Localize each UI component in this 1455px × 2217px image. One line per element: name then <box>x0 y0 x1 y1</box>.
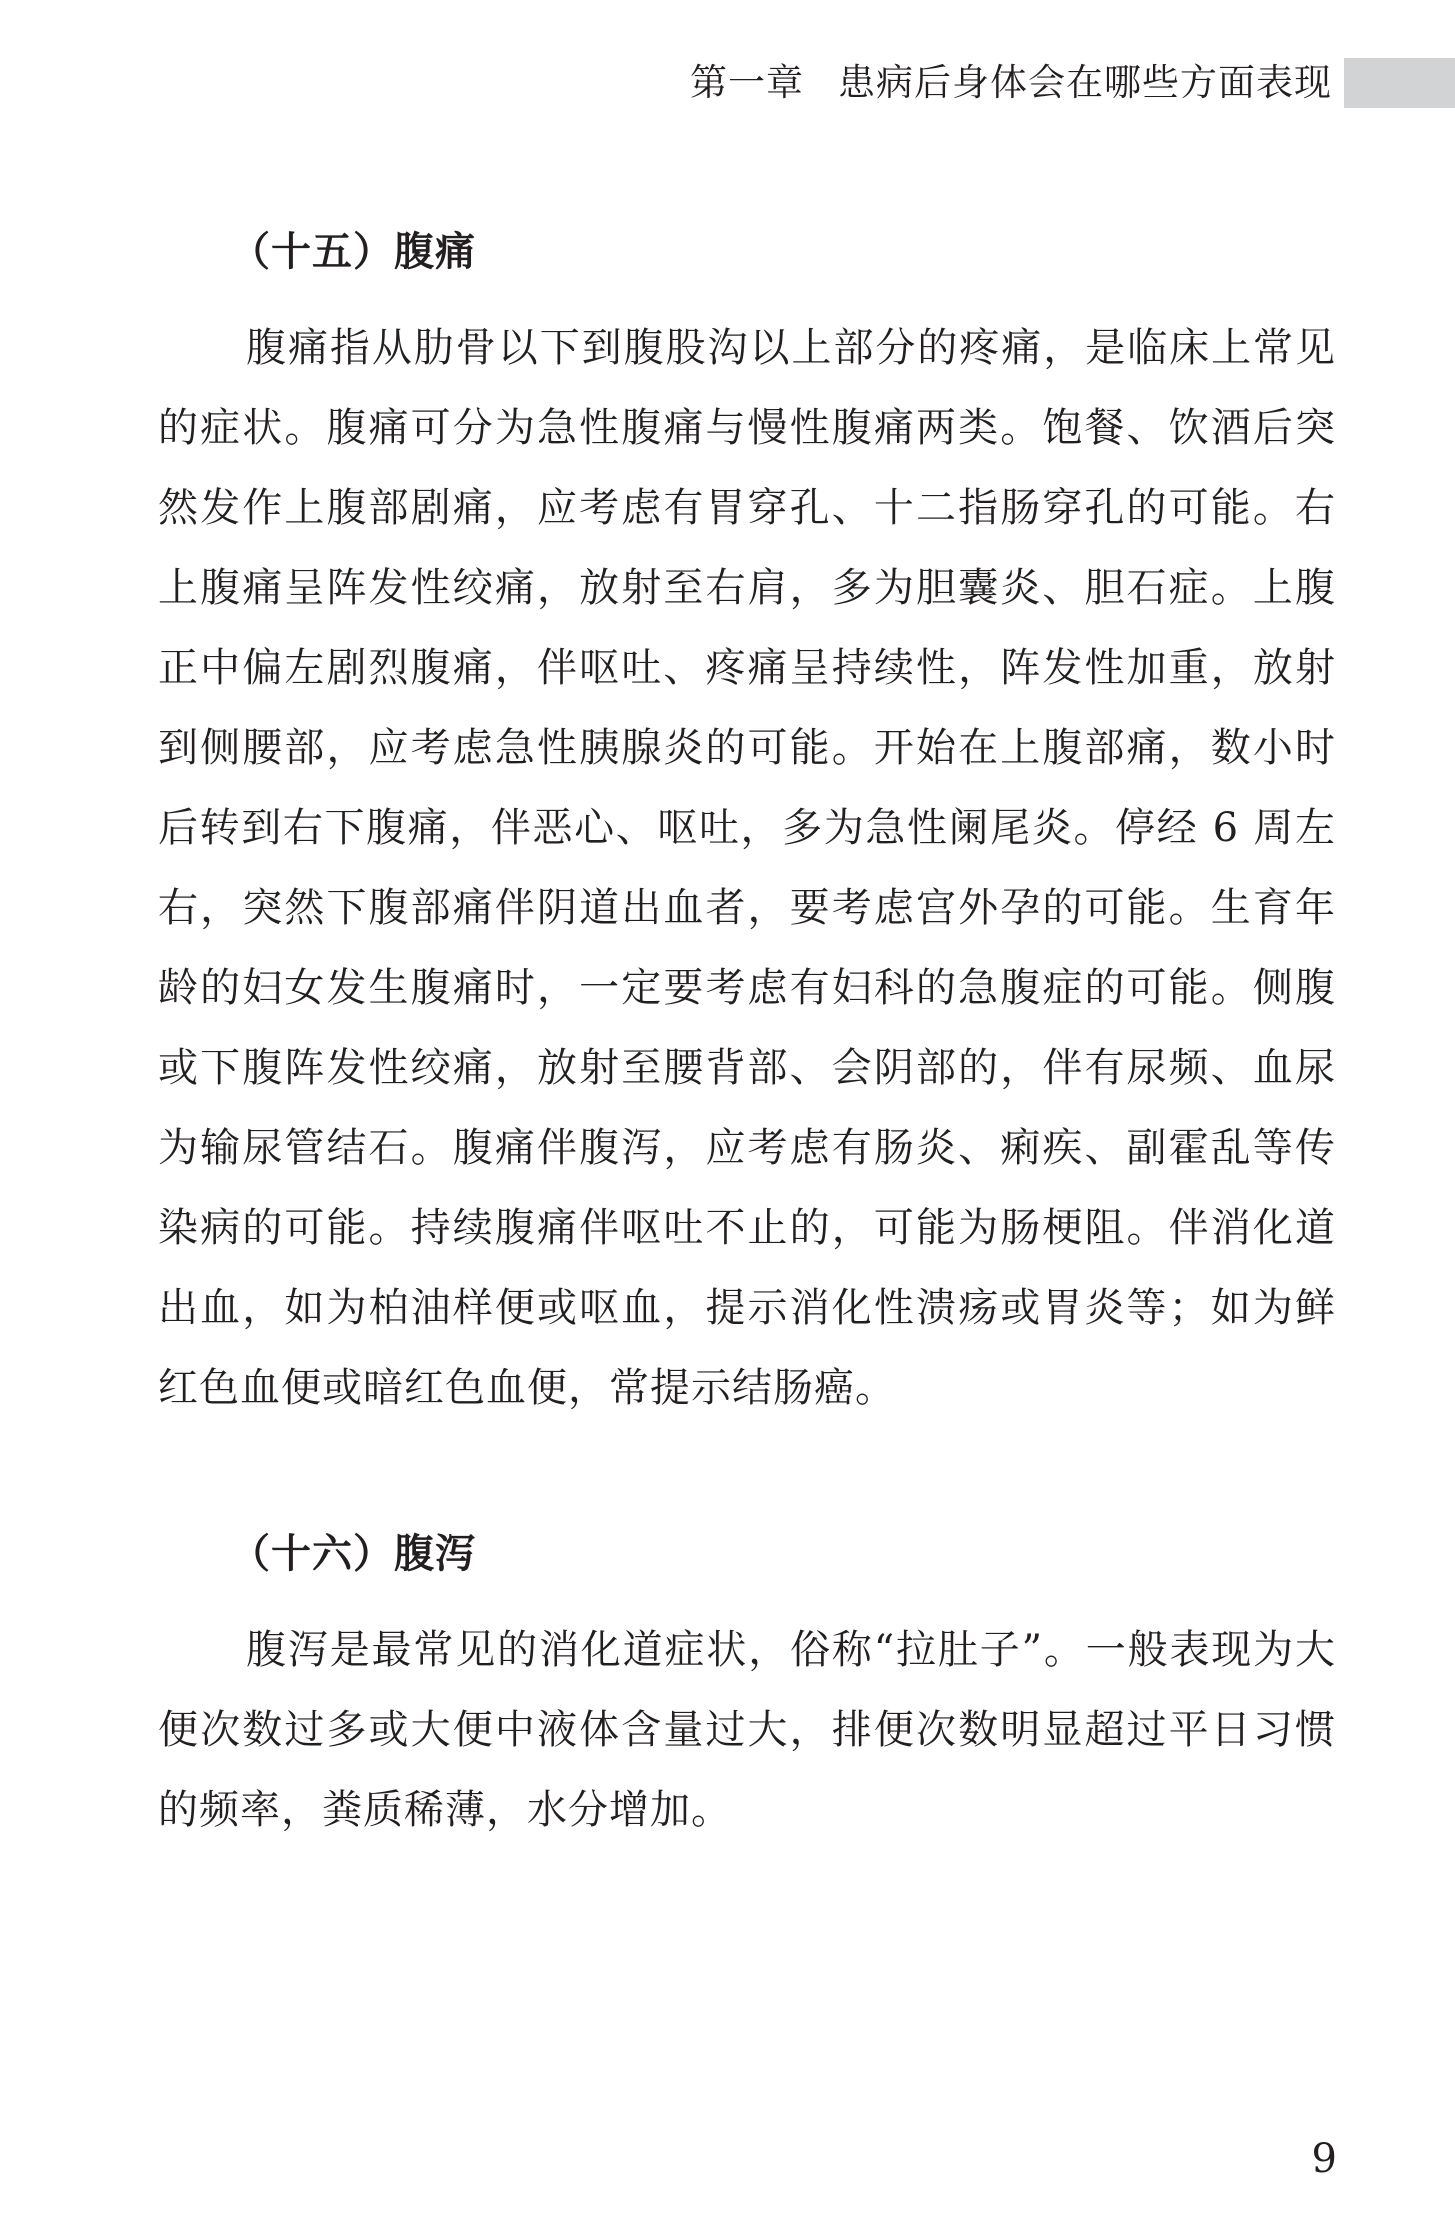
page-content <box>158 222 1336 1850</box>
section-heading-diarrhea: （十六）腹泻 <box>230 1531 476 1577</box>
running-head-text <box>690 60 1332 106</box>
chapter-title: 患病后身体会在哪些方面表现 <box>838 61 1332 104</box>
header-tab-marker <box>1344 58 1455 108</box>
section-heading-abdominal-pain: （十五）腹痛 <box>230 229 476 275</box>
running-header <box>0 58 1455 108</box>
page-number: 9 <box>1311 2136 1337 2182</box>
section-body-abdominal-pain: 腹痛指从肋骨以下到腹股沟以上部分的疼痛，是临床上常见的症状。腹痛可分为急性腹痛与慢性腹痛两类。饱餐、饮酒后突然发作上腹部剧痛，应考虑有胃穿孔、十二指肠穿孔的可能。右上腹痛呈阵发性绞痛，放射至右肩，多为胆囊炎、胆石症。上腹正中偏左剧烈腹痛，伴呕吐、疼痛呈持续性，阵发性加重，放射到侧腰部，应考虑急性胰腺炎的可能。开始在上腹部痛，数小时后转到右下腹痛，伴恶心、呕吐，多为急性阑尾炎。停经 6 周左右，突然下腹部痛伴阴道出血者，要考虑宫外孕的可能。生育年龄的妇女发生腹痛时，一定要考虑有妇科的急腹症的可能。侧腹或下腹阵发性绞痛，放射至腰背部、会阴部的，伴有尿频、血尿为输尿管结石。腹痛伴腹泻，应考虑有肠炎、痢疾、副霍乱等传染病的可能。持续腹痛伴呕吐不止的，可能为肠梗阻。伴消化道出血，如为柏油样便或呕血，提示消化性溃疡或胃炎等；如为鲜红色血便或暗红色血便，常提示结肠癌。 <box>158 325 1336 1411</box>
chapter-label: 第一章 <box>690 61 804 104</box>
section-body-diarrhea: 腹泻是最常见的消化道症状，俗称“拉肚子”。一般表现为大便次数过多或大便中液体含量过大，排便次数明显超过平日习惯的频率，粪质稀薄，水分增加。 <box>158 1627 1336 1833</box>
